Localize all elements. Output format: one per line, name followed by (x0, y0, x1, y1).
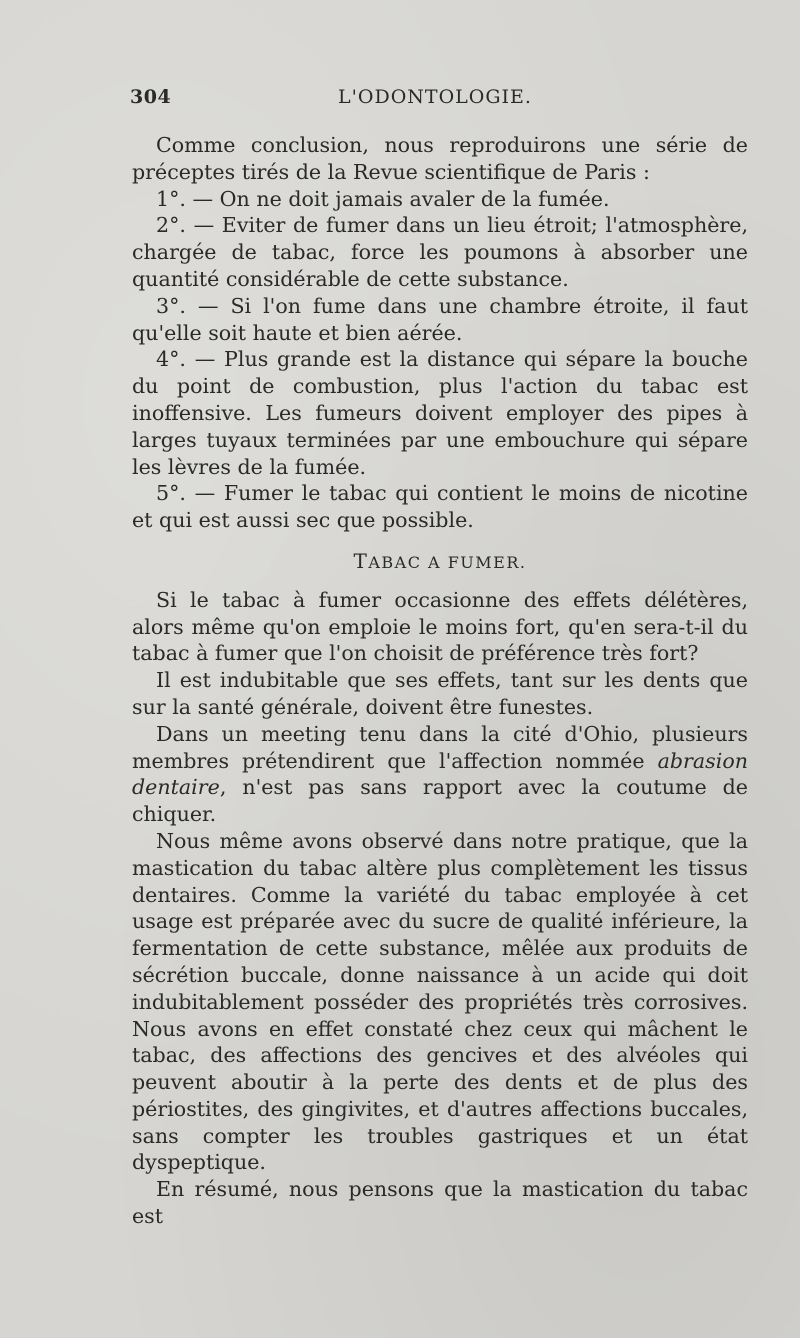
paragraph-conclusion: Comme conclusion, nous reproduirons une série de préceptes tirés de la Revue scientifique de Paris : (132, 133, 748, 184)
precept-2: 2°. — Eviter de fumer dans un lieu étroit; l'atmosphère, chargée de tabac, force les poumons à absorber une quantité considérable de cette substance. (132, 213, 748, 291)
section-heading-cap: T (353, 548, 369, 573)
precept-3: 3°. — Si l'on fume dans une chambre étroite, il faut qu'elle soit haute et bien aérée. (132, 293, 748, 345)
paragraph-tabac-fumer: Si le tabac à fumer occasionne des effets délétères, alors même qu'on emploie le moins fort, qu'en sera-t-il du tabac à fumer que l'on choisit de préférence très fort? (132, 587, 748, 666)
section-heading-rest: ABAC A FUMER. (368, 552, 527, 572)
paragraph-ohio (132, 721, 748, 828)
section-heading (132, 548, 748, 577)
precept-4: 4°. — Plus grande est la distance qui sépare la bouche du point de combustion, plus l'action du tabac est inoffensive. Les fumeurs doivent employer des pipes à larges tuyaux terminées par une embouchure qui sépare les lèvres de la fumée. (132, 347, 748, 479)
running-title: L'ODONTOLOGIE. (338, 86, 532, 108)
precept-1: 1°. — On ne doit jamais avaler de la fumée. (156, 186, 610, 211)
page-number: 304 (130, 86, 172, 108)
precept-5: 5°. — Fumer le tabac qui contient le moins de nicotine et qui est aussi sec que possible. (132, 481, 748, 533)
running-head (130, 86, 740, 116)
ohio-text-before: Dans un meeting tenu dans la cité d'Ohio, plusieurs membres prétendirent que l'affection nommée (132, 721, 748, 773)
body-text (132, 132, 748, 1230)
paragraph-effets: Il est indubitable que ses effets, tant sur les dents que sur la santé générale, doivent être funestes. (132, 668, 748, 719)
ohio-text-after: , n'est pas sans rapport avec la coutume de chiquer. (132, 775, 748, 827)
paragraph-mastication: Nous même avons observé dans notre pratique, que la mastication du tabac altère plus complètement les tissus dentaires. Comme la variété du tabac employée à cet usage est préparée avec du sucre de qualité inférieure, la fermentation de cette substance, mêlée aux produits de sécrétion buccale, donne naissance à un acide qui doit indubitablement posséder des propriétés très corrosives. Nous avons en effet constaté chez ceux qui mâchent le tabac, des affections des gencives et des alvéoles qui peuvent aboutir à la perte des dents et de plus des périostites, des gingivites, et d'autres affections buccales, sans compter les troubles gastriques et un état dyspeptique. (132, 828, 748, 1175)
paragraph-resume: En résumé, nous pensons que la mastication du tabac est (132, 1177, 748, 1229)
ohio-text-italic: abrasion dentaire (132, 748, 748, 800)
